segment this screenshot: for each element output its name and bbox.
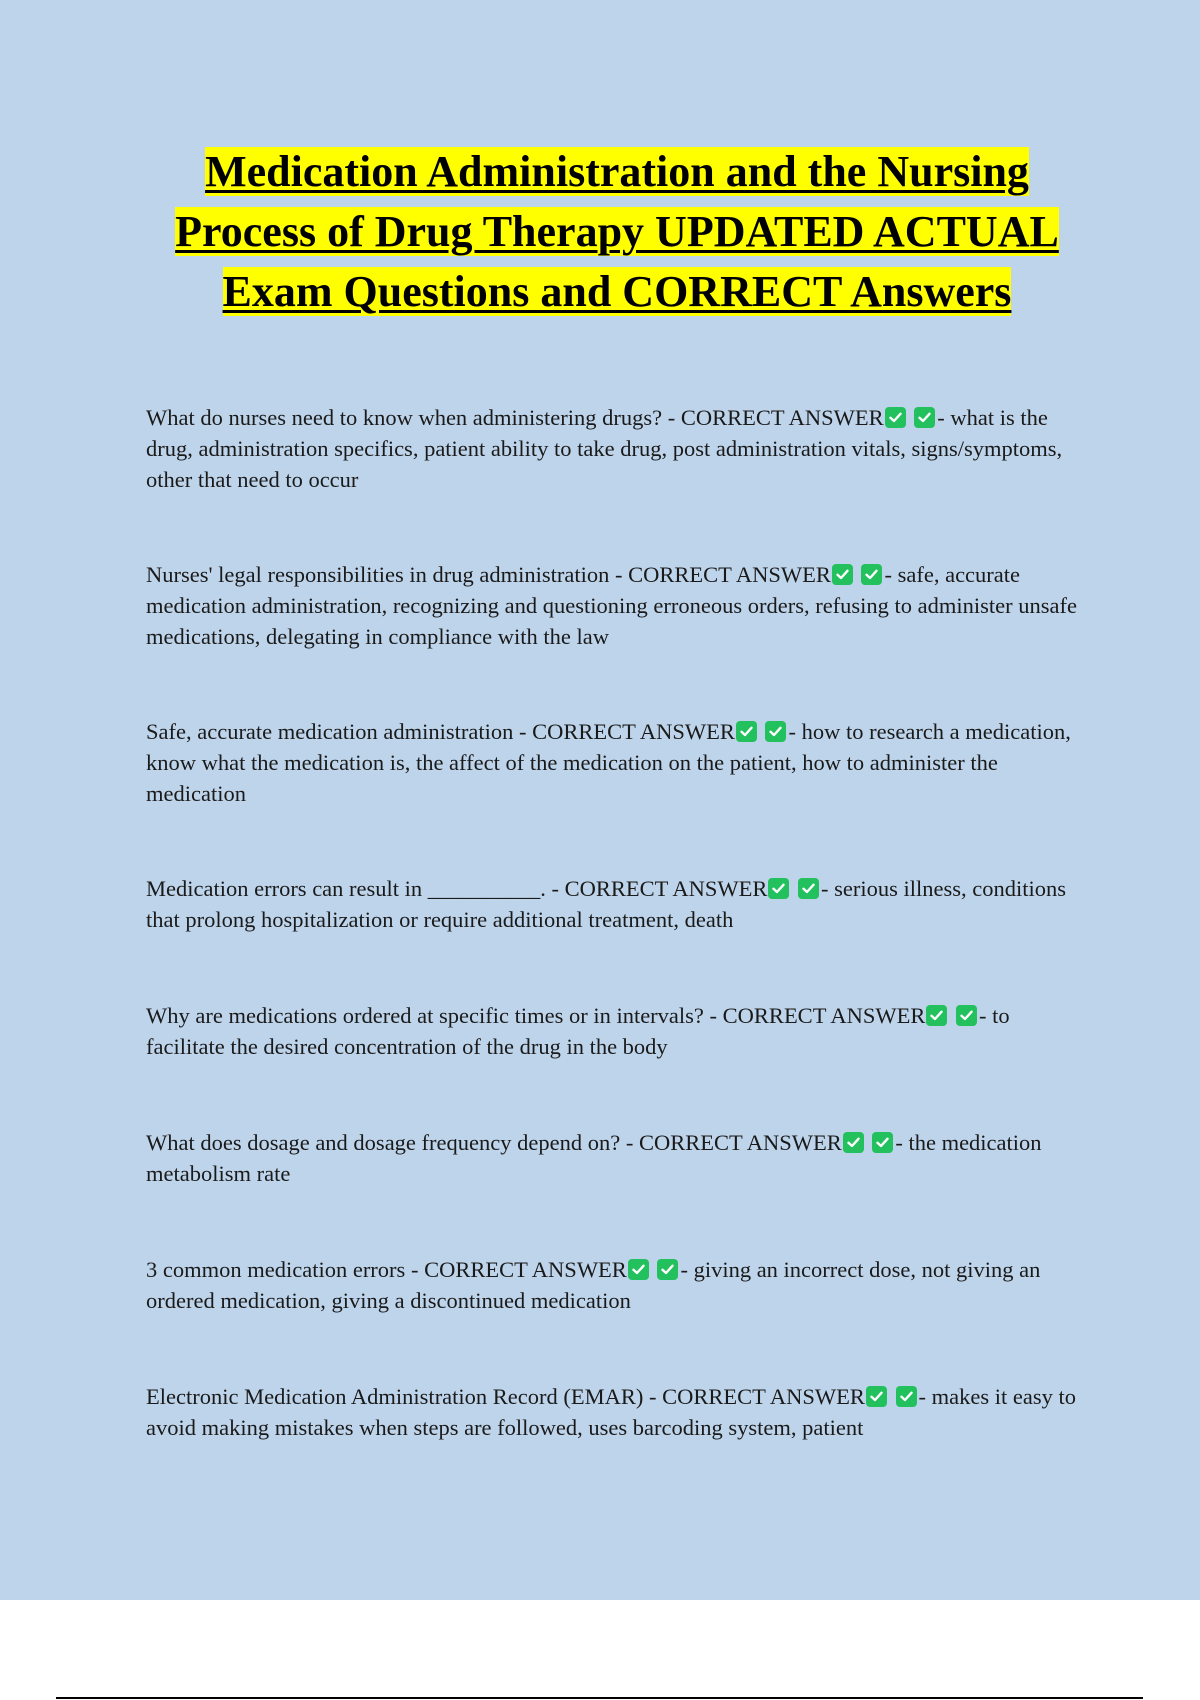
qa-item: Electronic Medication Administration Record (EMAR) - CORRECT ANSWER - makes it easy to avoid making mistakes when steps are followed, uses barcoding system, patient <box>146 1384 1076 1440</box>
qa-item: Why are medications ordered at specific times or in intervals? - CORRECT ANSWER - to facilitate the desired concentration of the drug in the body <box>146 1003 1010 1059</box>
page-bottom-rule <box>56 1697 1143 1699</box>
checkmark-icon <box>866 1386 887 1407</box>
checkmark-icon <box>872 1132 893 1153</box>
checkmark-icon <box>736 721 757 742</box>
qa-item: What does dosage and dosage frequency depend on? - CORRECT ANSWER - the medication metabolism rate <box>146 1130 1042 1186</box>
checkmark-icon <box>798 878 819 899</box>
qa-answer: giving an incorrect dose, not giving an ordered medication, giving a discontinued medication <box>146 1257 1041 1313</box>
checkmark-icon <box>861 564 882 585</box>
qa-answer: makes it easy to avoid making mistakes when steps are followed, uses barcoding system, patient <box>146 1384 1076 1440</box>
qa-answer: the medication metabolism rate <box>146 1130 1042 1186</box>
checkmark-icon <box>657 1259 678 1280</box>
correct-answer-label: CORRECT ANSWER <box>564 876 768 901</box>
correct-answer-label: CORRECT ANSWER <box>532 719 735 744</box>
qa-item: Nurses' legal responsibilities in drug administration - CORRECT ANSWER - safe, accurate medication administration, recognizing and questioning erroneous orders, refusing to administer unsafe medications, delegating in compliance with the law <box>146 562 1078 649</box>
document-title-text: Medication Administration and the Nursing Process of Drug Therapy UPDATED ACTUAL Exam Questions and CORRECT Answers <box>175 147 1059 316</box>
correct-answer-label: CORRECT ANSWER <box>424 1257 627 1282</box>
qa-question: What does dosage and dosage frequency depend on? <box>146 1130 621 1155</box>
checkmark-icon <box>896 1386 917 1407</box>
qa-question: What do nurses need to know when administering drugs? <box>146 405 663 430</box>
qa-answer: how to research a medication, know what the medication is, the affect of the medication on the patient, how to administer the medication <box>146 719 1071 806</box>
correct-answer-label: CORRECT ANSWER <box>722 1003 926 1028</box>
qa-item: Medication errors can result in __________. - CORRECT ANSWER - serious illness, conditions that prolong hospitalization or require additional treatment, death <box>146 876 1067 932</box>
correct-answer-label: CORRECT ANSWER <box>662 1384 865 1409</box>
checkmark-icon <box>956 1005 977 1026</box>
qa-answer: to facilitate the desired concentration of the drug in the body <box>146 1003 1010 1059</box>
qa-question: Why are medications ordered at specific times or in intervals? <box>146 1003 704 1028</box>
qa-question: Medication errors can result in __________. <box>146 876 546 901</box>
checkmark-icon <box>765 721 786 742</box>
checkmark-icon <box>885 407 906 428</box>
correct-answer-label: CORRECT ANSWER <box>680 405 884 430</box>
qa-item: 3 common medication errors - CORRECT ANSWER - giving an incorrect dose, not giving an ordered medication, giving a discontinued medication <box>146 1257 1041 1313</box>
qa-question: Electronic Medication Administration Record (EMAR) <box>146 1384 644 1409</box>
qa-item: What do nurses need to know when administering drugs? - CORRECT ANSWER - what is the drug, administration specifics, patient ability to take drug, post administration vitals, signs/symptoms, other that need to occur <box>146 405 1063 492</box>
qa-question: 3 common medication errors <box>146 1257 406 1282</box>
correct-answer-label: CORRECT ANSWER <box>638 1130 842 1155</box>
checkmark-icon <box>832 564 853 585</box>
correct-answer-label: CORRECT ANSWER <box>628 562 831 587</box>
qa-answer: serious illness, conditions that prolong hospitalization or require additional treatment, death <box>146 876 1067 932</box>
checkmark-icon <box>926 1005 947 1026</box>
checkmark-icon <box>768 878 789 899</box>
document-title <box>150 142 1084 322</box>
checkmark-icon <box>843 1132 864 1153</box>
checkmark-icon <box>914 407 935 428</box>
qa-item: Safe, accurate medication administration - CORRECT ANSWER - how to research a medication, know what the medication is, the affect of the medication on the patient, how to administer the medication <box>146 719 1071 806</box>
qa-question: Safe, accurate medication administration <box>146 719 514 744</box>
qa-question: Nurses' legal responsibilities in drug administration <box>146 562 610 587</box>
qa-answer: what is the drug, administration specifics, patient ability to take drug, post administration vitals, signs/symptoms, other that need to occur <box>146 405 1063 492</box>
checkmark-icon <box>628 1259 649 1280</box>
qa-answer: safe, accurate medication administration, recognizing and questioning erroneous orders, refusing to administer unsafe medications, delegating in compliance with the law <box>146 562 1078 649</box>
